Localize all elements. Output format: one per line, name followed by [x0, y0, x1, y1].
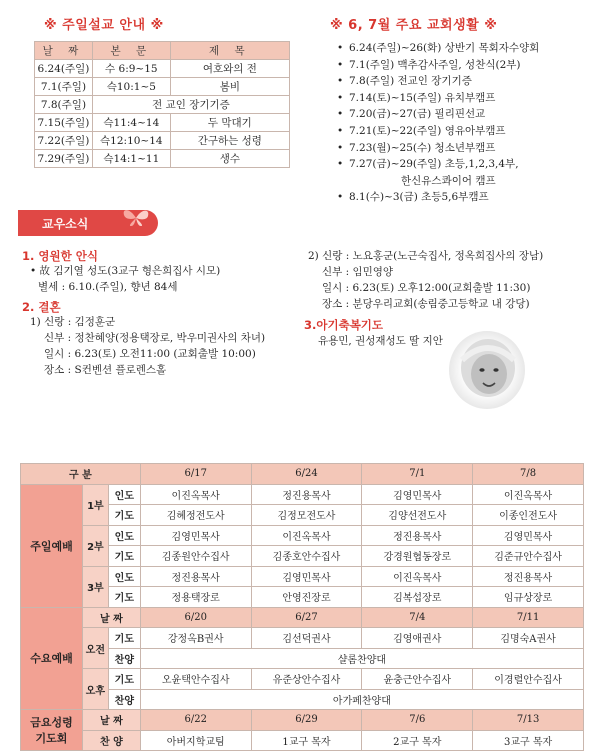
schedule-cell: 아버지학교팀	[140, 730, 251, 751]
role-label: 인도	[108, 566, 140, 587]
sermon-date: 7.22(주일)	[35, 132, 93, 150]
activity-item-text: 7.27(금)~29(주일) 초등,1,2,3,4부,	[349, 158, 519, 171]
news-line: • 故 김기열 성도(3교구 형은희집사 시모)	[30, 265, 221, 277]
news-section-title: 2. 결혼	[22, 300, 61, 314]
baby-photo	[448, 330, 526, 410]
sunday-service-label: 주일예배	[21, 484, 83, 607]
role-label: 인도	[108, 525, 140, 546]
news-line: 일시 : 6.23(토) 오전11:00 (교회출발 10:00)	[44, 348, 256, 360]
friday-service-label	[21, 710, 83, 751]
schedule-cell: 김준규안수집사	[473, 546, 584, 567]
sermon-date: 7.8(주일)	[35, 96, 93, 114]
schedule-cell: 임규상장로	[473, 587, 584, 608]
activities-list	[337, 40, 597, 206]
schedule-cell: 정용택장로	[140, 587, 251, 608]
sermon-header-date: 날 짜	[35, 42, 93, 60]
sermon-date: 7.29(주일)	[35, 150, 93, 168]
schedule-cell: 김혜정전도사	[140, 505, 251, 526]
schedule-cell: 3교구 목자	[473, 730, 584, 751]
schedule-cell: 김영애권사	[362, 628, 473, 649]
schedule-cell: 김영민목사	[140, 525, 251, 546]
schedule-cell: 김복섭장로	[362, 587, 473, 608]
schedule-date: 7/4	[362, 607, 473, 628]
sermon-row	[35, 78, 290, 96]
schedule-cell: 1교구 목자	[251, 730, 362, 751]
schedule-cell: 정진용목사	[251, 484, 362, 505]
schedule-cell: 김명숙A권사	[473, 628, 584, 649]
schedule-cell: 유준상안수집사	[251, 669, 362, 690]
friday-label-line: 기도회	[35, 732, 68, 745]
role-label: 기도	[108, 505, 140, 526]
schedule-row	[21, 484, 584, 505]
sermon-sermon-title: 여호와의 전	[170, 60, 289, 78]
sermon-span-note: 전 교인 장기기증	[92, 96, 289, 114]
sermon-sermon-title: 봄비	[170, 78, 289, 96]
schedule-cell: 김영민목사	[251, 566, 362, 587]
wednesday-service-label: 수요예배	[21, 607, 83, 710]
role-label: 기도	[108, 628, 140, 649]
news-banner	[18, 210, 158, 236]
sermon-row	[35, 96, 290, 114]
schedule-date: 6/22	[140, 710, 251, 731]
schedule-cell: 강경원협동장로	[362, 546, 473, 567]
schedule-row	[21, 607, 584, 628]
sermon-row	[35, 114, 290, 132]
schedule-cell: 윤충근안수집사	[362, 669, 473, 690]
sermon-header-row	[35, 42, 290, 60]
schedule-date: 7/1	[362, 464, 473, 485]
session-label-am: 오전	[82, 628, 108, 669]
activity-item: • 6.24(주일)~26(화) 상반기 목회자수양회	[337, 40, 597, 57]
news-section-title: 3.아기축복기도	[304, 318, 384, 332]
schedule-row	[21, 525, 584, 546]
activity-item: • 7.14(토)~15(주일) 유치부캠프	[337, 90, 597, 107]
schedule-cell: 김정모전도사	[251, 505, 362, 526]
news-line: 별세 : 6.10.(주일), 향년 84세	[38, 281, 178, 293]
activities-title: ※ 6, 7월 주요 교회생활 ※	[330, 18, 498, 33]
schedule-cell: 이진옥목사	[251, 525, 362, 546]
schedule-cell: 정진용목사	[362, 525, 473, 546]
friday-label-line: 금요성령	[30, 716, 73, 729]
schedule-date: 7/8	[473, 464, 584, 485]
sermon-header-text: 본 문	[92, 42, 170, 60]
schedule-cell: 2교구 목자	[362, 730, 473, 751]
news-line: 장소 : S컨벤션 플로렌스홀	[44, 364, 167, 376]
schedule-date: 7/6	[362, 710, 473, 731]
schedule-row	[21, 730, 584, 751]
news-line: 장소 : 분당우리교회(송림중고등학교 내 강당)	[322, 298, 530, 310]
activity-item-continuation: 한신유스콰이어 캠프	[401, 174, 496, 187]
sermon-sermon-title: 생수	[170, 150, 289, 168]
sermon-sermon-title: 간구하는 성령	[170, 132, 289, 150]
schedule-date: 6/24	[251, 464, 362, 485]
schedule-cell: 김종원안수집사	[140, 546, 251, 567]
butterfly-icon	[120, 206, 152, 228]
schedule-cell: 김선덕권사	[251, 628, 362, 649]
role-label: 찬 양	[82, 730, 140, 751]
news-line: 일시 : 6.23(토) 오후12:00(교회출발 11:30)	[322, 282, 531, 294]
schedule-date: 6/29	[251, 710, 362, 731]
schedule-date: 6/27	[251, 607, 362, 628]
news-banner-label: 교우소식	[42, 217, 89, 231]
sermon-date: 6.24(주일)	[35, 60, 93, 78]
sermon-text: 슥14:1~11	[92, 150, 170, 168]
role-label: 기도	[108, 546, 140, 567]
sermon-text: 수 6:9~15	[92, 60, 170, 78]
schedule-cell: 정진용목사	[140, 566, 251, 587]
sermon-table	[34, 41, 290, 168]
role-label: 기도	[108, 587, 140, 608]
schedule-cell: 이진옥목사	[140, 484, 251, 505]
schedule-row	[21, 669, 584, 690]
schedule-cell: 강정옥B권사	[140, 628, 251, 649]
sermon-title: ※ 주일설교 안내 ※	[44, 18, 164, 33]
activity-item: • 7.23(월)~25(수) 청소년부캠프	[337, 140, 597, 157]
schedule-choir: 샬롬찬양대	[140, 648, 583, 669]
schedule-cell: 이진옥목사	[362, 566, 473, 587]
news-line: 유용민, 권성재성도 딸 지안	[318, 335, 443, 347]
date-label: 날 짜	[82, 710, 140, 731]
sermon-date: 7.15(주일)	[35, 114, 93, 132]
news-section-title: 1. 영원한 안식	[22, 249, 98, 263]
news-line: 신부 : 정찬혜양(정용택장로, 박우미권사의 차녀)	[44, 332, 266, 344]
schedule-date: 6/17	[140, 464, 251, 485]
role-label: 찬양	[108, 648, 140, 669]
sermon-text: 슥11:4~14	[92, 114, 170, 132]
news-line: 2) 신랑 : 노요홍군(노근숙집사, 정옥희집사의 장남)	[308, 250, 544, 262]
role-label: 인도	[108, 484, 140, 505]
schedule-cell: 오윤택안수집사	[140, 669, 251, 690]
sermon-header-title: 제 목	[170, 42, 289, 60]
activity-item: • 7.21(토)~22(주일) 영유아부캠프	[337, 123, 597, 140]
schedule-cell: 안영진장로	[251, 587, 362, 608]
activity-item: • 8.1(수)~3(금) 초등5,6부캠프	[337, 189, 597, 206]
activity-item	[337, 156, 597, 189]
schedule-cell: 김양선전도사	[362, 505, 473, 526]
schedule-row	[21, 710, 584, 731]
news-line: 1) 신랑 : 김정훈군	[30, 316, 116, 328]
schedule-cell: 김종호안수집사	[251, 546, 362, 567]
schedule-cell: 이경렬안수집사	[473, 669, 584, 690]
role-label: 찬양	[108, 689, 140, 710]
schedule-cell: 정진용목사	[473, 566, 584, 587]
sermon-text: 슥12:10~14	[92, 132, 170, 150]
schedule-date: 6/20	[140, 607, 251, 628]
schedule-cell: 이진옥목사	[473, 484, 584, 505]
role-label: 기도	[108, 669, 140, 690]
schedule-date: 7/11	[473, 607, 584, 628]
service-part: 2부	[82, 525, 108, 566]
activity-item: • 7.1(주일) 맥추감사주일, 성찬식(2부)	[337, 57, 597, 74]
sermon-sermon-title: 두 막대기	[170, 114, 289, 132]
schedule-cell: 이종인전도사	[473, 505, 584, 526]
schedule-table	[20, 463, 584, 751]
sermon-date: 7.1(주일)	[35, 78, 93, 96]
sermon-text: 슥10:1~5	[92, 78, 170, 96]
schedule-head-label: 구 분	[21, 464, 141, 485]
session-label-pm: 오후	[82, 669, 108, 710]
date-label: 날 짜	[82, 607, 140, 628]
news-line: 신부 : 임민영양	[322, 266, 394, 278]
schedule-row	[21, 566, 584, 587]
service-part: 3부	[82, 566, 108, 607]
schedule-date: 7/13	[473, 710, 584, 731]
sermon-row	[35, 60, 290, 78]
schedule-choir: 아가페찬양대	[140, 689, 583, 710]
schedule-cell: 김영민목사	[362, 484, 473, 505]
activity-item: • 7.8(주일) 전교인 장기기증	[337, 73, 597, 90]
activity-item: • 7.20(금)~27(금) 필리핀선교	[337, 106, 597, 123]
schedule-header-row	[21, 464, 584, 485]
sermon-row	[35, 150, 290, 168]
schedule-row	[21, 628, 584, 649]
sermon-row	[35, 132, 290, 150]
schedule-cell: 김영민목사	[473, 525, 584, 546]
service-part: 1부	[82, 484, 108, 525]
